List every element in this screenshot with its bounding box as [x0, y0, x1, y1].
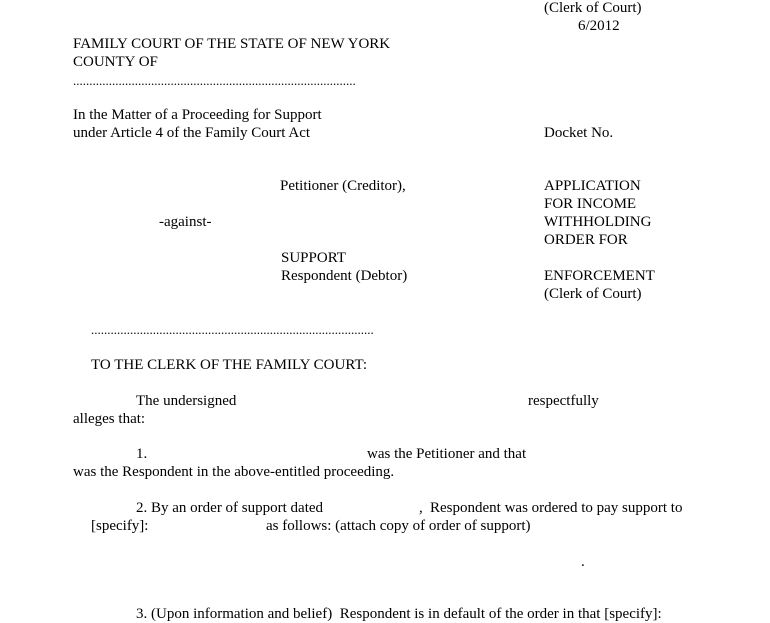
paragraph-1-text: was the Petitioner and that — [367, 446, 527, 462]
intro-line-2: alleges that: — [73, 411, 146, 427]
paragraph-2-continuation: Respondent was ordered to pay support to — [430, 500, 683, 516]
paragraph-2-comma: , — [419, 500, 423, 516]
salutation: TO THE CLERK OF THE FAMILY COURT: — [91, 357, 368, 373]
caption-divider: ....................................................................................... — [91, 322, 374, 337]
paragraph-2-follows: as follows: (attach copy of order of support) — [266, 518, 531, 534]
header-divider: ....................................................................................... — [73, 73, 356, 88]
matter-line-1: In the Matter of a Proceeding for Support — [73, 107, 322, 123]
intro-end: respectfully — [528, 393, 599, 409]
title-line-3: WITHHOLDING — [544, 214, 652, 230]
title-enforcement: ENFORCEMENT — [544, 268, 655, 284]
paragraph-2-specify: [specify]: — [91, 518, 149, 534]
paragraph-3-text: 3. (Upon information and belief) Respondent is in default of the order in that [specify]: — [136, 606, 662, 622]
title-suffix: (Clerk of Court) — [544, 286, 642, 302]
intro-start: The undersigned — [136, 393, 237, 409]
title-line-4: ORDER FOR — [544, 232, 628, 248]
county-label: COUNTY OF — [73, 54, 158, 70]
form-label: (Clerk of Court) — [544, 0, 642, 16]
form-date: 6/2012 — [578, 18, 620, 34]
paragraph-1-number: 1. — [136, 446, 148, 462]
matter-line-2: under Article 4 of the Family Court Act — [73, 125, 311, 141]
paragraph-2-period: . — [581, 554, 585, 570]
title-line-1: APPLICATION — [544, 178, 641, 194]
paragraph-1-line-2: was the Respondent in the above-entitled proceeding. — [73, 464, 395, 480]
support-label: SUPPORT — [281, 250, 346, 266]
title-line-2: FOR INCOME — [544, 196, 637, 212]
petitioner-label: Petitioner (Creditor), — [280, 178, 406, 194]
paragraph-2-text: 2. By an order of support dated — [136, 500, 324, 516]
respondent-label: Respondent (Debtor) — [281, 268, 408, 284]
docket-label: Docket No. — [544, 125, 614, 141]
against-label: -against- — [159, 214, 212, 230]
court-name: FAMILY COURT OF THE STATE OF NEW YORK — [73, 36, 391, 52]
